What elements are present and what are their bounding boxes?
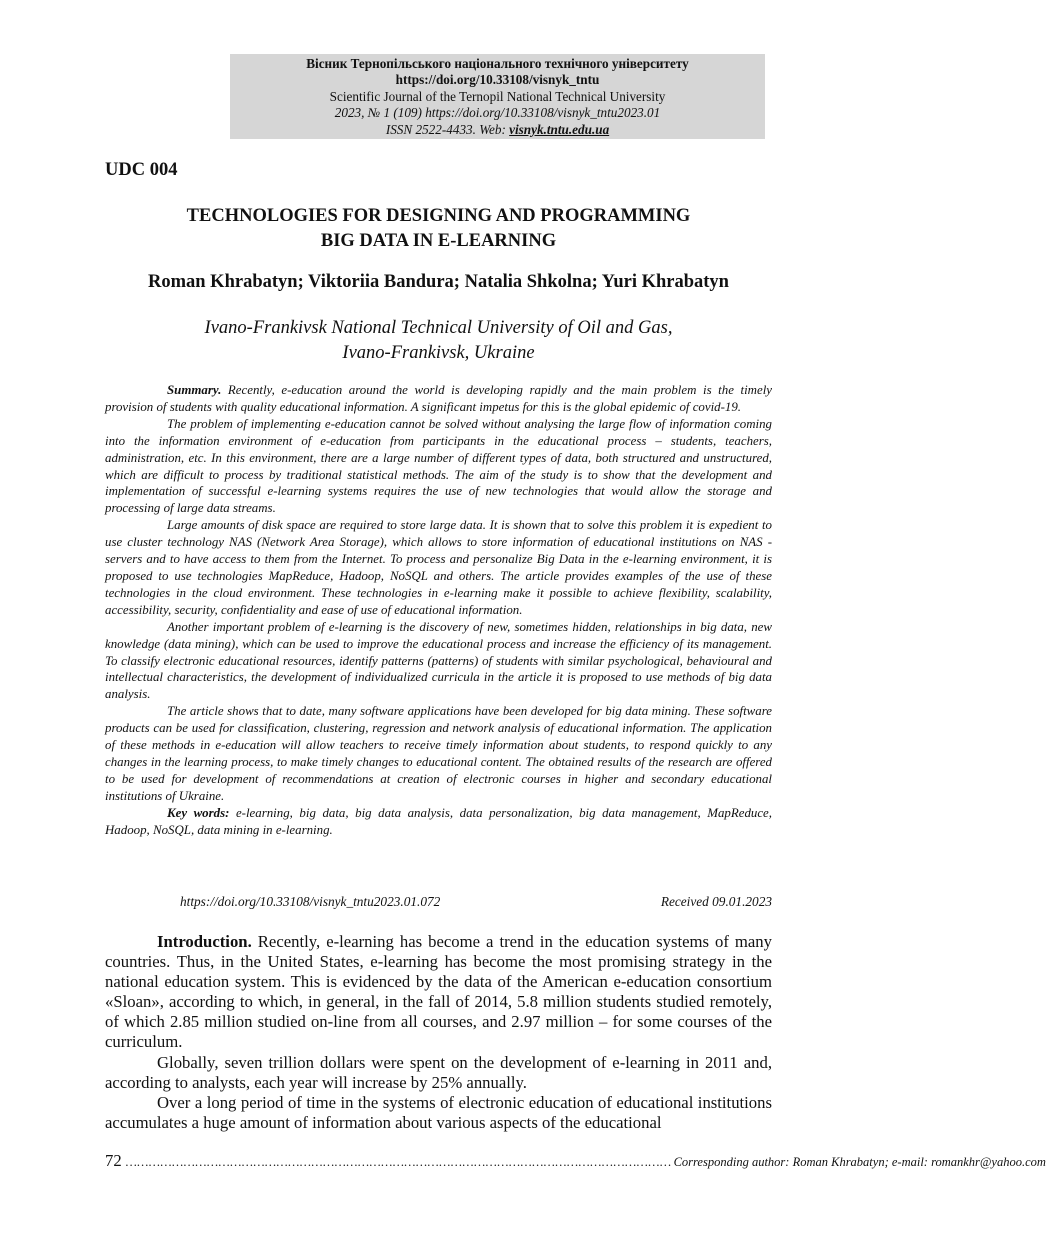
summary-paragraph-5: The article shows that to date, many software applications have been developed for big data mining. These software products can be used for classification, clustering, regression and network analysis of educational information. The application of these methods in e-education will allow teachers to receive timely information about students, to respond quickly to any changes in the learning process, to make timely changes to educational content. The obtained results of the research are offered to be used for development of recommendations at creation of electronic courses in higher and secondary educational institutions of Ukraine. [105, 704, 772, 803]
title-line-2: BIG DATA IN E-LEARNING [320, 231, 557, 251]
journal-name-ua: Вісник Тернопільського національного технічного університету [306, 56, 689, 71]
keywords-text: e-learning, big data, big data analysis, data personalization, big data management, MapReduce, Hadoop, NoSQL, data mining in e-learning. [105, 805, 772, 837]
received-date: Received 09.01.2023 [660, 894, 772, 909]
affiliation-line-1: Ivano-Frankivsk National Technical University of Oil and Gas, [204, 318, 673, 338]
body-text-1: Recently, e-learning has become a trend in the education systems of many countries. Thus, in the United States, e-learning has become the most promising strategy in the national education system. This is evidenced by the data of the American e-education consortium «Sloan», according to which, in general, in the fall of 2014, 5.8 million students studied remotely, of which 2.85 million studied on-line from all courses, and 2.97 million – for some courses of the curriculum. [105, 932, 772, 1052]
summary-paragraph-1 [105, 382, 772, 416]
title-line-1: TECHNOLOGIES FOR DESIGNING AND PROGRAMMING [186, 206, 691, 226]
summary-paragraph-2: The problem of implementing e-education cannot be solved without analysing the large flow of information coming into the information environment of e-education from participants in the educational process – students, teachers, administration, etc. In this environment, there are a large number of different types of data, both structured and unstructured, which are difficult to process by traditional statistical methods. The aim of the study is to show that the development and implementation of successful e-learning systems requires the use of new technologies that would allow the storage and processing of large data streams. [105, 416, 772, 516]
body-text [105, 932, 772, 1133]
page-footer [105, 1151, 1046, 1171]
keywords [105, 805, 772, 839]
article-meta [180, 894, 772, 910]
footer-leader-dots: …………………………………………………………………………………………………………………………… [125, 1155, 672, 1169]
journal-web-link[interactable]: visnyk.tntu.edu.ua [509, 121, 610, 137]
issue-info: 2023, № 1 (109) https://doi.org/10.33108/visnyk_tntu2023.01 [334, 105, 661, 121]
affiliation [105, 316, 772, 366]
journal-header [230, 54, 765, 139]
summary-paragraph-4: Another important problem of e-learning is the discovery of new, sometimes hidden, relationships in big data, new knowledge (data mining), which can be used to improve the educational process and increase the efficiency of its management. To classify electronic educational resources, identify patterns (patterns) of students with similar psychological, behavioural and intellectual characteristics, the development of individualized curricula in the article it is proposed to use methods of big data analysis. [105, 619, 772, 702]
affiliation-line-2: Ivano-Frankivsk, Ukraine [342, 343, 535, 363]
summary-paragraph-3: Large amounts of disk space are required to store large data. It is shown that to solve this problem it is expedient to use cluster technology NAS (Network Area Storage), which allows to store information of educational institutions on NAS - servers and to have access to them from the Internet. To process and personalize Big Data in the e-learning environment, it is proposed to use technologies MapReduce, Hadoop, NoSQL and others. The article provides examples of the use of these technologies in the cloud environment. These technologies in e-learning make it possible to achieve flexibility, scalability, accessibility, security, confidentiality and ease of use of educational information. [105, 518, 772, 617]
page-number: 72 [105, 1151, 122, 1170]
udc-code: UDC 004 [105, 160, 178, 180]
keywords-label: Key words: [167, 805, 230, 820]
summary-text-1: Recently, e-education around the world is developing rapidly and the main problem is the timely provision of students with quality educational information. A significant impetus for this is the global epidemic of covid-19. [105, 383, 772, 414]
issn-line [230, 122, 765, 138]
corresponding-author: Corresponding author: Roman Khrabatyn; e-mail: romankhr@yahoo.com [673, 1155, 1046, 1169]
body-paragraph-1 [105, 932, 772, 1053]
body-paragraph-3: Over a long period of time in the systems of electronic education of educational institutions accumulates a huge amount of information about various aspects of the educational [105, 1092, 772, 1132]
abstract [105, 382, 772, 838]
introduction-heading: Introduction. [157, 932, 252, 951]
body-paragraph-2: Globally, seven trillion dollars were spent on the development of e-learning in 2011 and, according to analysts, each year will increase by 25% annually. [105, 1052, 772, 1092]
journal-name-en: Scientific Journal of the Ternopil National Technical University [329, 88, 666, 104]
article-doi-link[interactable]: https://doi.org/10.33108/visnyk_tntu2023.01.072 [180, 894, 441, 909]
authors: Roman Khrabatyn; Viktoriia Bandura; Natalia Shkolna; Yuri Khrabatyn [148, 272, 729, 292]
article-title [105, 204, 772, 254]
issn-text: ISSN 2522-4433. Web: [385, 121, 510, 137]
journal-doi-link[interactable]: https://doi.org/10.33108/visnyk_tntu [395, 72, 600, 88]
summary-label: Summary. [167, 383, 222, 397]
